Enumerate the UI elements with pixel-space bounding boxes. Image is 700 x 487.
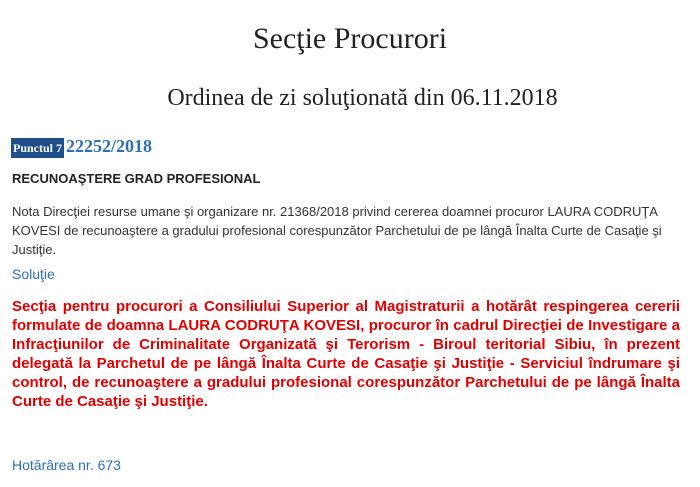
page-title: Secţie Procurori — [252, 22, 448, 55]
page-subtitle: Ordinea de zi soluţionată din 06.11.2018 — [167, 85, 558, 111]
agenda-item-header — [11, 136, 152, 158]
item-title: RECUNOAŞTERE GRAD PROFESIONAL — [12, 171, 261, 186]
item-description: Nota Direcţiei resurse umane şi organizare nr. 21368/2018 privind cererea doamnei procuror LAURA CODRUŢA KOVESI de recunoaştere a gradului profesional corespunzător Parchetului de pe lângă Înalta Curte de Casaţie şi Justiţie. — [12, 204, 662, 257]
item-number-badge: Punctul 7 — [11, 138, 64, 158]
solution-text: Secţia pentru procurori a Consiliului Superior al Magistraturii a hotărât respingerea cererii formulate de doamna LAURA CODRUŢA KOVESI, procuror în cadrul Direcţiei de Investigare a Infracţiunilor de Criminalitate Organizată şi Terorism - Biroul teritorial Sibiu, în prezent delegată la Parchetul de pe lângă Înalta Curte de Casaţie şi Justiţie - Serviciul îndrumare şi control, de recunoaştere a gradului profesional corespunzător Parchetului de pe lângă Înalta Curte de Casaţie şi Justiţie. — [12, 298, 680, 410]
decision-link[interactable]: Hotărârea nr. 673 — [12, 457, 121, 473]
solution-label: Soluţie — [12, 266, 55, 282]
case-number: 22252/2018 — [66, 136, 153, 156]
